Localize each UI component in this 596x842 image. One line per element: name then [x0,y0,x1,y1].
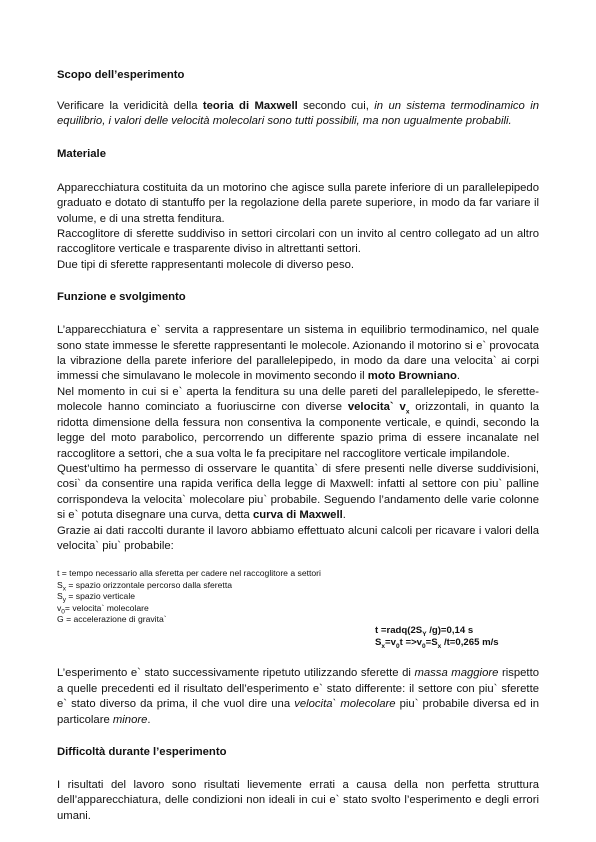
italic-run: massa maggiore [414,667,499,680]
symbol: S [57,579,63,590]
subscript: 0 [61,608,65,616]
text-run: = spazio orizzontale percorso dalla sferetta [65,579,232,590]
heading-funzione: Funzione e svolgimento [57,291,186,304]
funzione-paragraph-1 [57,323,539,385]
italic-run: velocita` molecolare [294,698,396,711]
legend-line-4 [57,603,539,614]
subscript: x [437,643,442,651]
text-run: /g)=0,14 s [426,625,474,637]
materiale-line-2: Raccoglitore di sferette suddiviso in settori circolari con un invito al centro collegato ad un altro raccoglitore verticale e trasparente diviso in altrettanti settori. [57,228,539,256]
legend-line-3 [57,591,539,602]
materiale-line-3: Due tipi di sferette rappresentanti molecole di diverso peso. [57,258,355,271]
italic-run: minore [112,713,148,726]
text-run: Verificare la veridicità della [57,100,203,112]
bold-run: moto Browniano [367,370,457,383]
bold-run [347,401,410,416]
text-run: L’esperimento e` stato successivamente ripetuto utilizzando sferette di [57,667,415,680]
formula-time [375,625,539,637]
text-run: piu` probabile diversa ed in particolare [57,698,539,726]
heading-difficolta: Difficoltà durante l’esperimento [57,746,227,758]
legend-line-2 [57,580,539,591]
text-run: = spazio verticale [65,591,136,602]
text-run: = velocita` molecolare [64,602,149,613]
text-run: S [375,637,382,649]
formula-velocity [375,637,539,649]
materiale-line-1: Apparecchiatura costituita da un motorino che agisce sulla parete inferiore di un parallelepipedo graduato e dotato di stantuffo per la regolazione della parete superiore, in modo da far variare il volume, e di una stretta fenditura. [57,181,539,225]
text-run: orizzontali, in quanto la ridotta dimensione della fessura non consentiva la componente verticale, e quindi, secondo la legge del moto parabolico, percorrendo un differente spazio prima di essere incanalate nel raccoglitore a settori, che a sua volta le fa precipitare nel raccoglitore verticale impilandole. [57,401,539,460]
subscript: Y [422,631,427,639]
symbol: v [57,602,62,613]
funzione-paragraph-4: Grazie ai dati raccolti durante il lavoro abbiamo effettuato alcuni calcoli per ricavare i valori della velocita` piu` probabile: [57,524,539,552]
subscript: 0 [395,643,400,651]
text-run: =S [425,637,438,649]
text-run: t =radq(2S [375,625,423,637]
heading-materiale: Materiale [57,147,106,160]
italic-run: in un sistema termodinamico in equilibrio, i valori delle velocità molecolari sono tutti possibili, ma non ugualmente probabili. [57,100,539,128]
funzione-paragraph-3 [57,462,539,524]
subscript: y [62,596,66,604]
bold-run: curva di Maxwell [252,509,343,522]
legend-line-1: t = tempo necessario alla sferetta per cadere nel raccoglitore a settori [57,568,321,579]
scopo-paragraph [57,99,539,130]
text-run: . [456,370,461,383]
heading-scopo: Scopo dell’esperimento [57,69,185,81]
text-run: rispetto a quelle precedenti ed il risultato dell’esperimento e` stato differente: il settore con piu` sferette e` stato diverso da prima, il che vuol dire una [57,667,539,711]
difficolta-paragraph: I risultati del lavoro sono risultati lievemente errati a causa della non perfetta struttura dell’apparecchiatura, delle condizioni non ideali in cui e` stato svolto l’esperimento e degli errori umani. [57,779,539,822]
document-page [57,68,539,824]
text-run: . [342,509,346,522]
subscript: 0 [422,643,426,651]
funzione-paragraph-2 [57,385,539,462]
subscript: x [62,585,66,593]
subscript: x [405,408,410,416]
text-run: velocita` v [347,401,406,414]
text-run: L’apparecchiatura e` servita a rappresentare un sistema in equilibrio termodinamico, nel quale sono state immesse le sferette rappresentanti le molecole. Azionando il motorino si e` provocata la vibrazione della parete inferiore del parallelepipedo, in modo da dare una velocita` ai corpi immessi che simulavano le molecole in movimento secondo il [57,324,539,383]
text-run: =v [385,637,396,649]
bold-run: teoria di Maxwell [202,100,298,112]
text-run: secondo cui, [297,100,375,112]
symbol: S [57,591,63,602]
text-run: . [147,713,151,726]
text-run: /t=0,265 m/s [441,637,499,649]
text-run: Nel momento in cui si e` aperta la fenditura su una delle pareti del parallelepipedo, le sferette-molecole hanno cominciato a fuoriuscirne con diverse [57,385,539,414]
funzione-paragraph-5 [57,666,539,728]
subscript: x [381,643,386,651]
text-run: Quest’ultimo ha permesso di osservare le quantita` di sfere presenti nelle diverse suddivisioni, cosi` da consentire una rapida verifica della legge di Maxwell: infatti al settore con piu` palline corrispondeva la velocita` molecolare piu` probabile. Seguendo l’andamento delle varie colonne si e` potuta disegnare una curva, detta [57,462,539,522]
text-run: t =>v [399,637,423,649]
legend-line-5: G = accelerazione di gravita` [57,613,167,624]
